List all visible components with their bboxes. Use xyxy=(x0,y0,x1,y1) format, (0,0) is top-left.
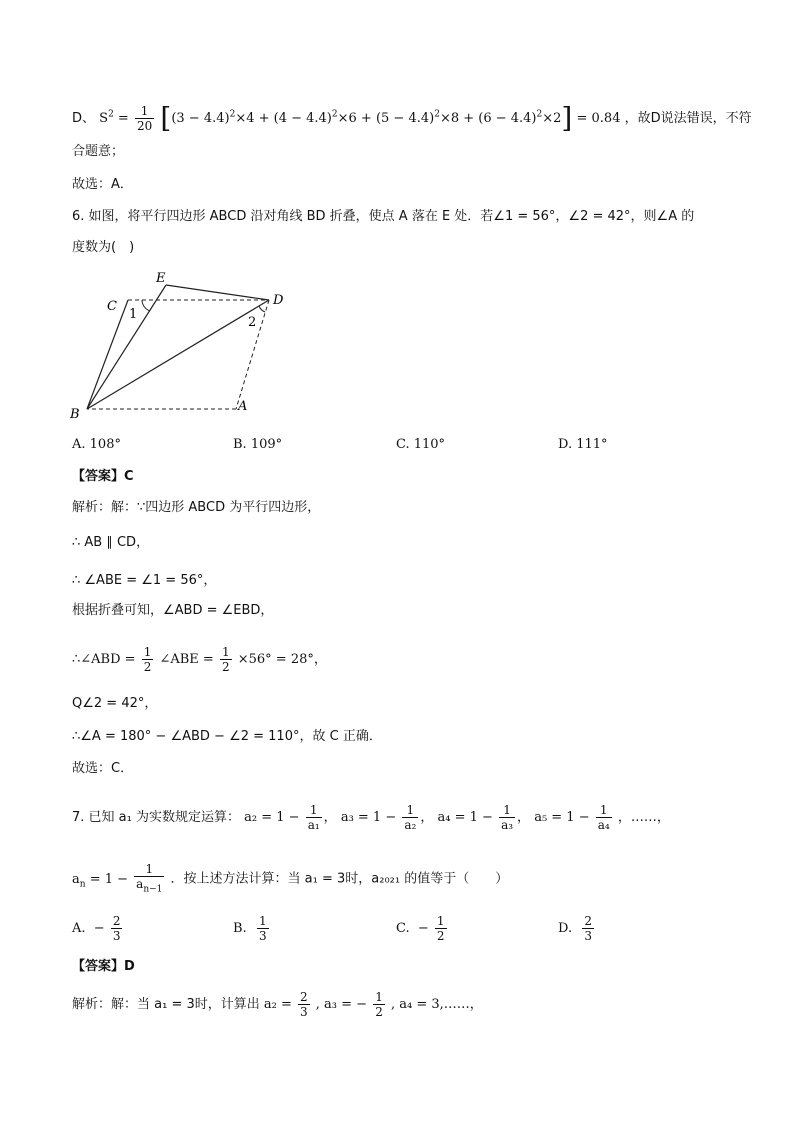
option-d-variance-line: D、 $S^2$ = $\frac{1}{20}$ $[(3 - 4.4)^2\times 4 + (4 - 4.4)^2\times 6 + (5 - 4.4)^2\times 8 + (6 - 4.4)^2\times 2] = 0.84$ ，故D说法错误，不符 xyxy=(72,101,752,135)
label-C: C xyxy=(107,299,117,314)
q6-sol-2: ∴ AB ∥ CD， xyxy=(72,535,150,550)
q6-answer: 【答案】C xyxy=(72,469,134,484)
label-E: E xyxy=(156,271,166,286)
q6-half-result: ×56° = 28°， xyxy=(237,652,327,667)
option-d-prefix: D、 xyxy=(72,111,96,126)
q6-sol-4: 根据折叠可知，∠ABD = ∠EBD， xyxy=(72,603,274,618)
q7-intro: 7. 已知 a₁ 为实数规定运算： xyxy=(72,810,240,825)
q6-sol-3: ∴ ∠ABE = ∠1 = 56°， xyxy=(72,573,217,588)
q6-option-c: C. 110° xyxy=(396,437,446,452)
option-d-cont: 合题意； xyxy=(72,144,125,159)
q6-stem-line2: 度数为( ) xyxy=(72,240,135,255)
variance-result: = 0.84 xyxy=(576,111,621,126)
q6-option-b: B. 109° xyxy=(233,437,283,452)
q6-sol-5: ∴∠ABD = $\frac{1}{2}$ ∠ABE = $\frac{1}{2}$ ×56° = 28°， xyxy=(72,645,327,674)
option-d-conclusion: ，故D说法错误，不符 xyxy=(624,111,752,126)
q7-answer: 【答案】D xyxy=(72,959,135,974)
q7-ellipsis: ，……， xyxy=(617,810,670,825)
q6-option-d: D. 111° xyxy=(558,437,608,452)
q6-sol-7: ∴∠A = 180° − ∠ABD − ∠2 = 110°，故 C 正确． xyxy=(72,729,382,744)
label-angle-2: 2 xyxy=(248,315,257,330)
q6-sol-8: 故选：C． xyxy=(72,761,134,776)
q7-option-d: D. $\frac{2}{3}$ xyxy=(558,914,592,943)
q7-sol-1: 解析：解：当 a₁ = 3时，计算出 a₂ = $\frac{2}{3}$ , a₃ = − $\frac{1}{2}$ , a₄ = 3,……， xyxy=(72,990,483,1019)
q7-option-c: C. − $\frac{1}{2}$ xyxy=(396,914,445,943)
q7-stem-tail: ．按上述方法计算：当 a₁ = 3时，a₂₀₂₁ 的值等于（ ） xyxy=(170,871,509,887)
label-B: B xyxy=(70,407,80,422)
q7-stem-line2: $a_n = 1$ − $\frac{1}{a_{n-1}}$ ．按上述方法计算：当 a₁ = 3时，a₂₀₂₁ 的值等于（ ） xyxy=(72,862,509,895)
q7-sol-prefix: 解析：解：当 a₁ = 3时，计算出 xyxy=(72,997,260,1012)
q7-stem-line1: 7. 已知 a₁ 为实数规定运算： a₂ = 1 − $\frac{1}{\text{a₁}}$ ， a₃ = 1 − $\frac{1}{\text{a₂}}$ ， a₄ = 1 − $\frac{1}{\text{a₃}}$ ， a₅ = 1 − $\frac{1}{\text{a₄}}$ ，……， xyxy=(72,803,670,832)
parallelogram-fold-figure xyxy=(66,266,296,426)
fraction-1-20: $\frac{1}{20}$ xyxy=(136,104,153,133)
label-A: A xyxy=(238,399,248,414)
q7-option-b: B. $\frac{1}{3}$ xyxy=(233,914,267,943)
q6-sol-6: Q∠2 = 42°， xyxy=(72,696,158,711)
q7-option-a: A. − $\frac{2}{3}$ xyxy=(72,914,121,943)
q6-sol-1: 解析：解：∵四边形 ABCD 为平行四边形， xyxy=(72,500,321,515)
q7-sol-tail: a₄ = 3,……， xyxy=(399,997,483,1012)
q6-stem-line1: 6. 如图，将平行四边形 ABCD 沿对角线 BD 折叠，使点 A 落在 E 处．若∠1 = 56°，∠2 = 42°，则∠A 的 xyxy=(72,209,695,224)
label-D: D xyxy=(273,293,284,308)
q6-option-a: A. 108° xyxy=(72,437,121,452)
label-angle-1: 1 xyxy=(129,307,138,322)
answer-q5: 故选：A． xyxy=(72,177,133,192)
